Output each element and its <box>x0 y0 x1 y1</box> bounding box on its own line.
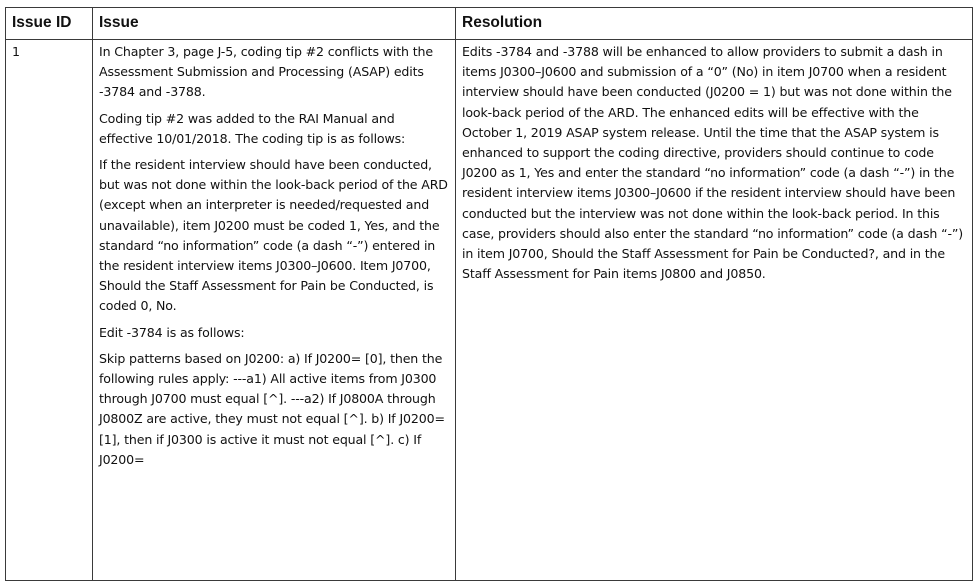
header-issue-id: Issue ID <box>6 8 93 40</box>
issue-paragraph-coding-tip: If the resident interview should have been conducted, but was not done within the look-back period of the ARD (except when an interpreter is needed/requested and unavailable), item J0200 must be coded 1, Yes, and the standard “no information” code (a dash “-”) entered in the resident interview items J0300–J0600. Item J0700, Should the Staff Assessment for Pain be Conducted, is coded 0, No. <box>99 157 448 314</box>
cell-resolution: Edits -3784 and -3788 will be enhanced to allow providers to submit a dash in items J0300–J0600 and submission of a “0” (No) in item J0700 when a resident interview should have been conducted (J0200 = 1) but was not done within the look-back period of the ARD. The enhanced edits will be effective with the October 1, 2019 ASAP system release. Until the time that the ASAP system is enhanced to support the coding directive, providers should continue to code J0200 as 1, Yes and enter the standard “no information” code (a dash “-”) in the resident interview items J0300–J0600 if the resident interview should have been conducted but the interview was not done within the look-back period. In this case, providers should also enter the standard “no information” code (a dash “-”) in item J0700, Should the Staff Assessment for Pain be Conducted?, and in the Staff Assessment for Pain items J0800 and J0850. <box>456 40 973 581</box>
table-row <box>6 40 973 581</box>
header-resolution: Resolution <box>456 8 973 40</box>
header-issue: Issue <box>93 8 456 40</box>
issue-paragraph-skip-patterns: Skip patterns based on J0200: a) If J0200= [0], then the following rules apply: ---a1) All active items from J0300 through J0700 must equal [^]. ---a2) If J0800A through J0800Z are active, they must not equal [^]. b) If J0200= [1], then if J0300 is active it must not equal [^]. c) If J0200= <box>99 350 445 467</box>
issue-paragraph-edit-intro: Edit -3784 is as follows: <box>99 324 245 340</box>
table-header-row <box>6 8 973 40</box>
issue-paragraph-coding-tip-intro: Coding tip #2 was added to the RAI Manual and effective 10/01/2018. The coding tip is as follows: <box>99 110 406 146</box>
issues-table <box>5 7 973 581</box>
issue-paragraph-conflict: In Chapter 3, page J-5, coding tip #2 conflicts with the Assessment Submission and Processing (ASAP) edits -3784 and -3788. <box>99 44 433 100</box>
cell-issue <box>93 40 456 581</box>
cell-issue-id: 1 <box>6 40 93 581</box>
